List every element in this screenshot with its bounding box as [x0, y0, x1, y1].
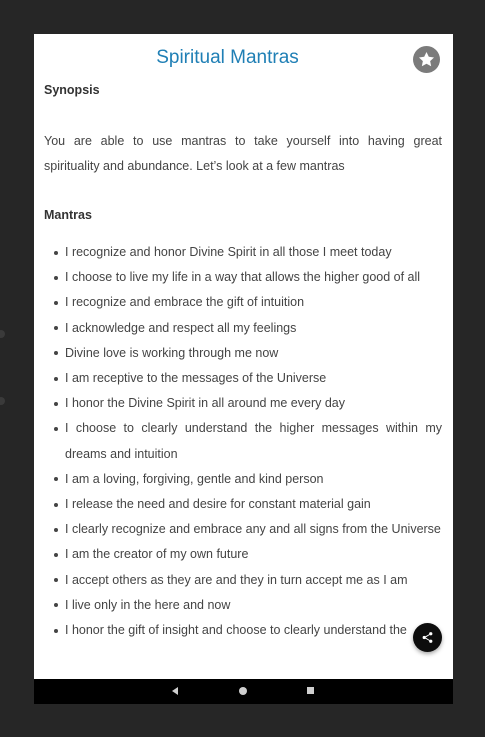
bullet-icon	[54, 427, 58, 431]
list-item	[44, 618, 442, 643]
mantra-text: I recognize and honor Divine Spirit in all those I meet today	[65, 245, 392, 259]
bullet-icon	[54, 477, 58, 481]
bullet-icon	[54, 578, 58, 582]
content-card	[34, 34, 453, 679]
mantra-text: I honor the Divine Spirit in all around me every day	[65, 396, 346, 411]
list-item	[44, 568, 442, 593]
bullet-icon	[54, 402, 58, 406]
edge-indicator	[0, 397, 5, 405]
mantra-text: I recognize and embrace the gift of intuition	[65, 295, 305, 310]
bullet-icon	[54, 301, 58, 305]
mantra-text: I live only in the here and now	[65, 597, 231, 612]
bullet-icon	[54, 326, 58, 330]
bullet-icon	[54, 276, 58, 280]
bullet-icon	[54, 629, 58, 633]
star-icon	[417, 50, 436, 69]
mantra-text: I am a loving, forgiving, gentle and kind person	[65, 471, 324, 486]
back-triangle-icon[interactable]	[172, 687, 178, 695]
mantra-text: Divine love is working through me now	[65, 345, 279, 360]
bullet-icon	[54, 251, 58, 255]
share-button[interactable]	[413, 623, 442, 652]
favorite-button[interactable]	[413, 46, 440, 73]
home-circle-icon[interactable]	[239, 687, 247, 695]
share-icon	[421, 631, 434, 644]
list-item	[44, 290, 442, 315]
synopsis-text: You are able to use mantras to take yourself into having great spirituality and abundance. Let’s look at a few mantras	[44, 134, 442, 173]
bullet-icon	[54, 528, 58, 532]
synopsis-heading: Synopsis	[44, 83, 100, 97]
recent-apps-square-icon[interactable]	[307, 687, 314, 694]
mantra-text: I honor the gift of insight and choose to clearly understand the	[65, 623, 407, 638]
mantra-list	[44, 240, 442, 643]
edge-indicator	[0, 330, 5, 338]
list-item	[44, 366, 442, 391]
list-item	[44, 593, 442, 618]
bullet-icon	[54, 553, 58, 557]
mantra-text: I clearly recognize and embrace any and all signs from the Universe	[65, 522, 441, 537]
list-item	[44, 265, 442, 290]
list-item	[44, 492, 442, 517]
list-item	[44, 341, 442, 366]
mantras-heading: Mantras	[44, 208, 92, 222]
bullet-icon	[54, 603, 58, 607]
list-item	[44, 517, 442, 542]
list-item	[44, 542, 442, 567]
list-item	[44, 316, 442, 341]
mantra-text: I acknowledge and respect all my feelings	[65, 320, 297, 335]
mantra-text: I accept others as they are and they in turn accept me as I am	[65, 572, 408, 587]
list-item	[44, 391, 442, 416]
page-title: Spiritual Mantras	[156, 47, 299, 68]
bullet-icon	[54, 503, 58, 507]
mantra-text: I am the creator of my own future	[65, 547, 249, 562]
mantra-text: I choose to clearly understand the higher messages within my dreams and intuition	[65, 421, 442, 461]
list-item	[44, 467, 442, 492]
mantra-text: I release the need and desire for constant material gain	[65, 497, 371, 512]
list-item	[44, 240, 442, 265]
mantra-text: I choose to live my life in a way that allows the higher good of all	[65, 270, 421, 285]
list-item	[44, 416, 442, 466]
bullet-icon	[54, 351, 58, 355]
system-navigation-bar	[34, 679, 453, 704]
bullet-icon	[54, 377, 58, 381]
mantra-text: I am receptive to the messages of the Universe	[65, 371, 327, 386]
